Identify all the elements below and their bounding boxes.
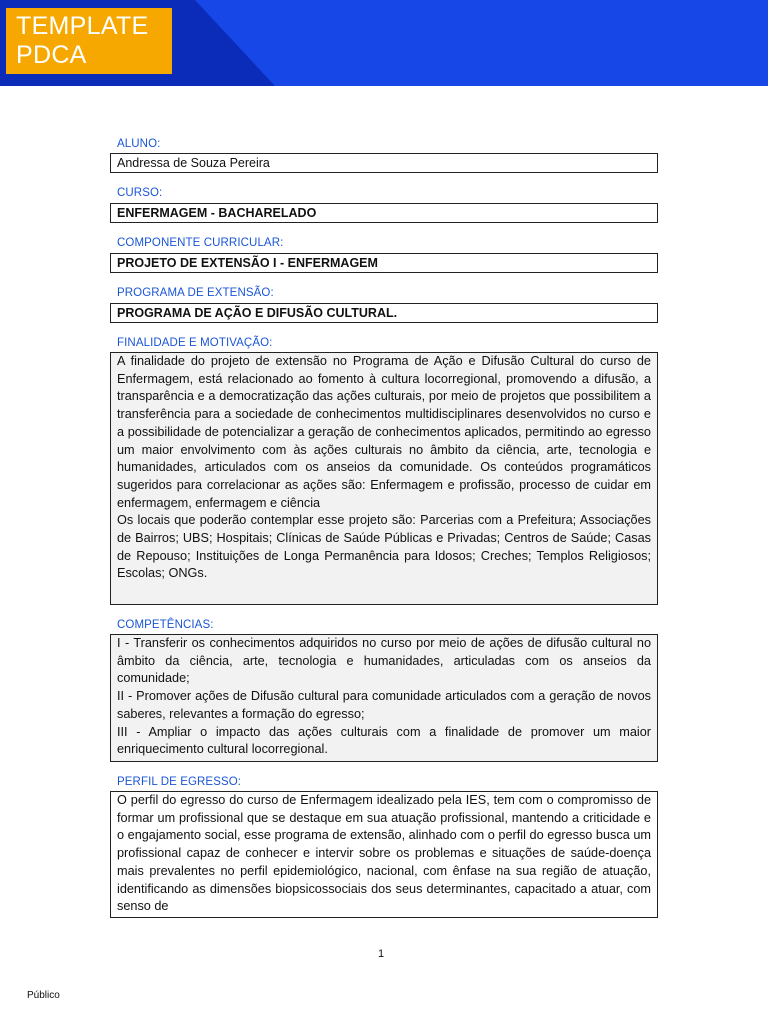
classification-label: Público (27, 990, 60, 1001)
competencia-item-1: I - Transferir os conhecimentos adquiridos no curso por meio de ações de difusão cultural no âmbito da ciência, arte, tecnologia e humanidades, articuladas com os anseios da comunidade; (117, 636, 651, 686)
perfil-field (110, 791, 658, 918)
componente-field: PROJETO DE EXTENSÃO I - ENFERMAGEM (110, 253, 658, 273)
competencias-label: COMPETÊNCIAS: (117, 619, 214, 631)
perfil-label: PERFIL DE EGRESSO: (117, 776, 242, 788)
curso-field: ENFERMAGEM - BACHARELADO (110, 203, 658, 223)
competencia-item-2: II - Promover ações de Difusão cultural para comunidade articulados com a geração de novos saberes, relevantes a formação do egresso; (117, 689, 651, 721)
logo-line-1: TEMPLATE (16, 12, 149, 40)
perfil-text: O perfil do egresso do curso de Enfermagem idealizado pela IES, tem com o compromisso de formar um profissional que se destaque em sua atuação profissional, mantendo a criticidade e o engajamento social, esse programa de extensão, alinhado com o perfil do egresso busca um profissional capaz de conhecer e intervir sobre os problemas e situações de saúde-doença mais prevalentes no perfil epidemiológico, nacional, com ênfase na sua região de atuação, identificando as dimensões biopsicossociais dos seus determinantes, capacitado a atuar, com senso de (117, 793, 651, 914)
header-band (0, 0, 768, 86)
aluno-field: Andressa de Souza Pereira (110, 153, 658, 173)
finalidade-paragraph-2: Os locais que poderão contemplar esse projeto são: Parcerias com a Prefeitura; Associações de Bairros; UBS; Hospitais; Clínicas de Saúde Públicas e Privadas; Centros de Saúde; Casas de Repouso; Instituições de Longa Permanência para Idosos; Creches; Templos Religiosos; Escolas; ONGs. (117, 513, 651, 581)
template-pdca-logo (6, 8, 172, 74)
programa-label: PROGRAMA DE EXTENSÃO: (117, 287, 274, 299)
logo-line-2: PDCA (16, 41, 87, 69)
finalidade-field (110, 352, 658, 605)
finalidade-label: FINALIDADE E MOTIVAÇÃO: (117, 337, 273, 349)
curso-label: CURSO: (117, 187, 163, 199)
competencia-item-3: III - Ampliar o impacto das ações culturais com a finalidade de promover um maior enriquecimento cultural locorregional. (117, 724, 651, 757)
componente-label: COMPONENTE CURRICULAR: (117, 237, 284, 249)
programa-field: PROGRAMA DE AÇÃO E DIFUSÃO CULTURAL. (110, 303, 658, 323)
page-number: 1 (378, 948, 385, 960)
aluno-label: ALUNO: (117, 138, 161, 150)
finalidade-paragraph-1: A finalidade do projeto de extensão no Programa de Ação e Difusão Cultural do curso de Enfermagem, está relacionado ao fomento à cultura locorregional, promovendo a difusão, a transparência e a democratização das ações culturais, por meio de projetos que possibilitem a transferência para a sociedade de conhecimentos multidisciplinares desenvolvidos no curso e a possibilidade de potencializar a geração de conhecimentos aplicados, permitindo ao egresso um maior envolvimento com às ações culturais no âmbito da ciência, arte, tecnologia e humanidades, articulados com os anseios da comunidade. Os conteúdos programáticos sugeridos para correlacionar as ações são: Enfermagem e profissão, processo de cuidar em enfermagem, enfermagem e ciência (117, 354, 651, 510)
competencias-field (110, 634, 658, 762)
